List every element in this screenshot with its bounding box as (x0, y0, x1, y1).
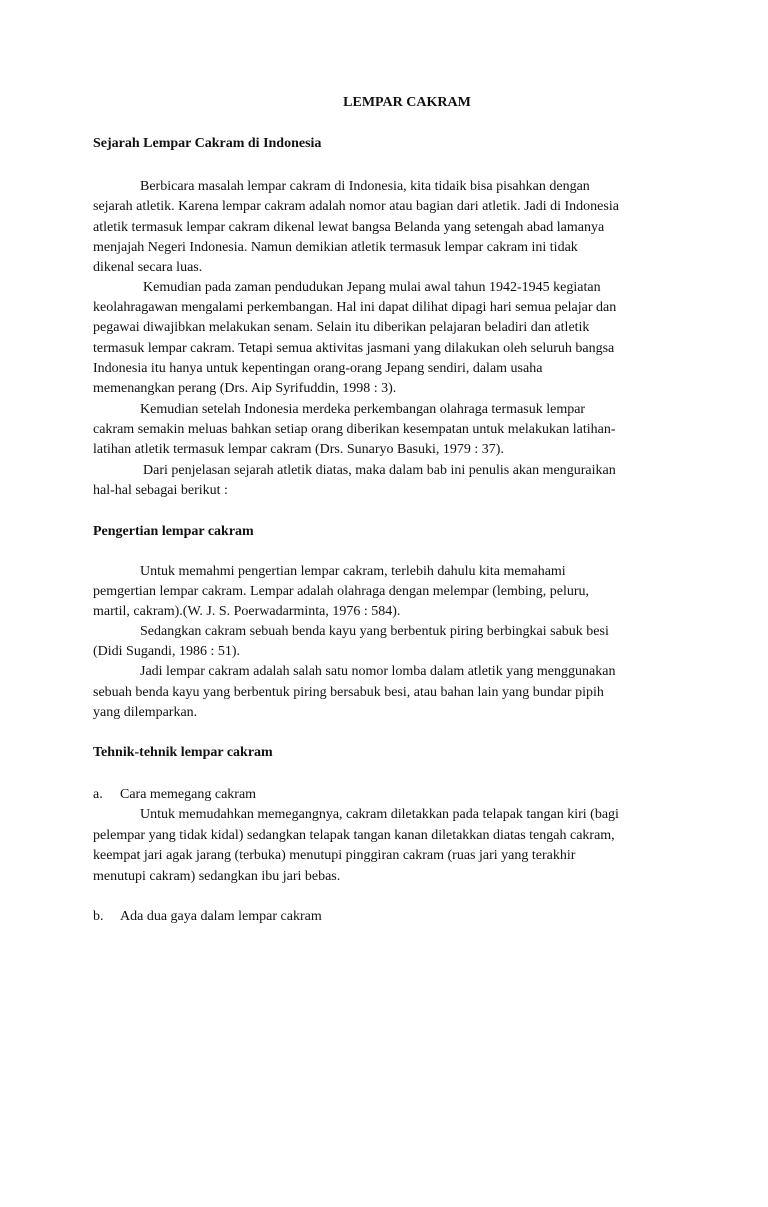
paragraph-line: sejarah atletik. Karena lempar cakram adalah nomor atau bagian dari atletik. Jadi di Indonesia (93, 199, 619, 214)
paragraph-line: latihan atletik termasuk lempar cakram (Drs. Sunaryo Basuki, 1979 : 37). (93, 442, 504, 457)
paragraph-line: Berbicara masalah lempar cakram di Indonesia, kita tidaik bisa pisahkan dengan (140, 179, 590, 194)
paragraph-line: termasuk lempar cakram. Tetapi semua aktivitas jasmani yang dilakukan oleh seluruh bangsa (93, 341, 615, 356)
paragraph-line: hal-hal sebagai berikut : (93, 483, 228, 498)
paragraph-line: pelempar yang tidak kidal) sedangkan telapak tangan kanan diletakkan diatas tengah cakram, (93, 828, 615, 843)
list-marker-a: a. (93, 787, 103, 802)
paragraph-line: keolahragawan mengalami perkembangan. Hal ini dapat dilihat dipagi hari semua pelajar dan (93, 300, 617, 315)
paragraph-line: Dari penjelasan sejarah atletik diatas, maka dalam bab ini penulis akan menguraikan (143, 463, 616, 478)
document-title: LEMPAR CAKRAM (343, 95, 471, 110)
paragraph-line: pemgertian lempar cakram. Lempar adalah olahraga dengan melempar (lembing, peluru, (93, 584, 590, 599)
paragraph-line: sebuah benda kayu yang berbentuk piring bersabuk besi, atau bahan lain yang bundar pipih (93, 685, 604, 700)
paragraph-line: (Didi Sugandi, 1986 : 51). (93, 644, 240, 659)
list-marker-b: b. (93, 909, 104, 924)
section-heading-tehnik: Tehnik-tehnik lempar cakram (93, 745, 273, 760)
paragraph-line: martil, cakram).(W. J. S. Poerwadarminta, 1976 : 584). (93, 604, 401, 619)
paragraph-line: Indonesia itu hanya untuk kepentingan orang-orang Jepang sendiri, dalam usaha (93, 361, 543, 376)
paragraph-line: pegawai diwajibkan melakukan senam. Selain itu diberikan pelajaran beladiri dan atletik (93, 320, 590, 335)
paragraph-line: atletik termasuk lempar cakram dikenal lewat bangsa Belanda yang setengah abad lamanya (93, 220, 605, 235)
paragraph-line: cakram semakin meluas bahkan setiap orang diberikan kesempatan untuk melakukan latihan- (93, 422, 616, 437)
paragraph-line: Sedangkan cakram sebuah benda kayu yang berbentuk piring berbingkai sabuk besi (140, 624, 609, 639)
section-heading-pengertian: Pengertian lempar cakram (93, 524, 254, 539)
paragraph-line: Kemudian setelah Indonesia merdeka perkembangan olahraga termasuk lempar (140, 402, 586, 417)
section-heading-sejarah: Sejarah Lempar Cakram di Indonesia (93, 136, 322, 151)
list-item-label-b: Ada dua gaya dalam lempar cakram (120, 909, 322, 924)
paragraph-line: Untuk memahmi pengertian lempar cakram, terlebih dahulu kita memahami (140, 564, 566, 579)
paragraph-line: Untuk memudahkan memegangnya, cakram diletakkan pada telapak tangan kiri (bagi (140, 807, 619, 822)
paragraph-line: keempat jari agak jarang (terbuka) menutupi pinggiran cakram (ruas jari yang terakhir (93, 848, 576, 863)
paragraph-line: dikenal secara luas. (93, 260, 203, 275)
paragraph-line: memenangkan perang (Drs. Aip Syrifuddin, 1998 : 3). (93, 381, 397, 396)
paragraph-line: menutupi cakram) sedangkan ibu jari bebas. (93, 869, 341, 884)
list-item-label-a: Cara memegang cakram (120, 787, 257, 802)
paragraph-line: Kemudian pada zaman pendudukan Jepang mulai awal tahun 1942-1945 kegiatan (143, 280, 601, 295)
paragraph-line: menjajah Negeri Indonesia. Namun demikian atletik termasuk lempar cakram ini tidak (93, 240, 578, 255)
paragraph-line: yang dilemparkan. (93, 705, 198, 720)
paragraph-line: Jadi lempar cakram adalah salah satu nomor lomba dalam atletik yang menggunakan (140, 664, 616, 679)
